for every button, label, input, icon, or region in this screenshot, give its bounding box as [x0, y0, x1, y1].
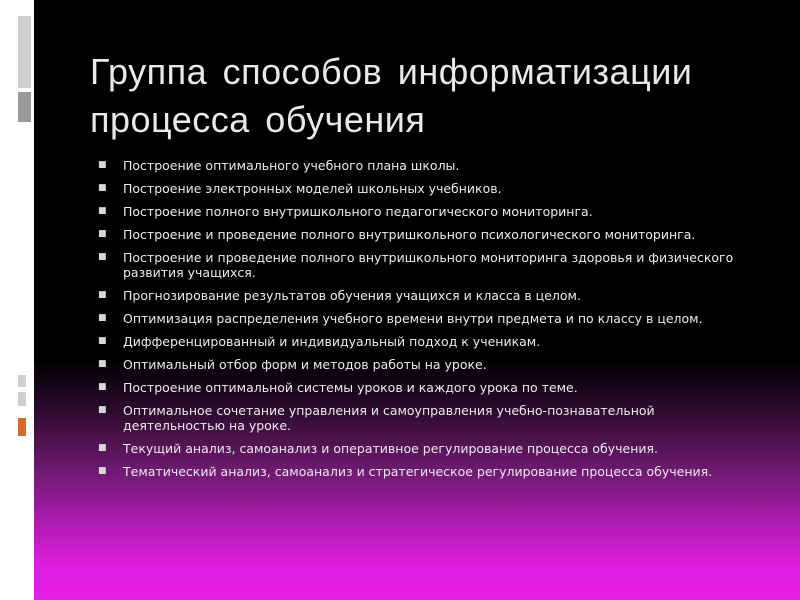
- bullet-item: [96, 204, 746, 219]
- bullet-text: Построение электронных моделей школьных учебников.: [123, 181, 502, 196]
- decor-bar: [18, 16, 31, 88]
- bullet-text: Дифференцированный и индивидуальный подход к ученикам.: [123, 334, 541, 349]
- bullet-item: [96, 334, 746, 349]
- bullet-item: [96, 250, 746, 280]
- bullet-item: [96, 464, 746, 479]
- bullet-square-icon: ■: [98, 405, 107, 415]
- bullet-item: [96, 227, 746, 242]
- bullet-square-icon: ■: [98, 336, 107, 346]
- bullet-text: Тематический анализ, самоанализ и стратегическое регулирование процесса обучения.: [123, 464, 713, 479]
- bullet-text: Прогнозирование результатов обучения учащихся и класса в целом.: [123, 288, 581, 303]
- bullet-square-icon: ■: [98, 359, 107, 369]
- decor-bar-accent: [18, 418, 26, 436]
- left-margin: [0, 0, 34, 600]
- bullet-square-icon: ■: [98, 206, 107, 216]
- bullet-text: Текущий анализ, самоанализ и оперативное регулирование процесса обучения.: [123, 441, 658, 456]
- bullet-square-icon: ■: [98, 290, 107, 300]
- bullet-item: [96, 441, 746, 456]
- bullet-item: [96, 311, 746, 326]
- bullet-text: Оптимизация распределения учебного времени внутри предмета и по классу в целом.: [123, 311, 703, 326]
- slide-title: Группа способов информатизации процесса обучения: [90, 51, 693, 140]
- bullet-item: [96, 181, 746, 196]
- bullet-item: [96, 158, 746, 173]
- bullet-square-icon: ■: [98, 229, 107, 239]
- bullet-item: [96, 403, 746, 433]
- bullet-square-icon: ■: [98, 382, 107, 392]
- bullet-text: Построение оптимальной системы уроков и каждого урока по теме.: [123, 380, 578, 395]
- bullet-text: Построение полного внутришкольного педагогического мониторинга.: [123, 204, 593, 219]
- bullet-item: [96, 288, 746, 303]
- decor-bar: [18, 92, 31, 122]
- bullet-square-icon: ■: [98, 466, 107, 476]
- bullet-item: [96, 380, 746, 395]
- bullet-text: Построение и проведение полного внутришкольного психологического мониторинга.: [123, 227, 696, 242]
- bullet-square-icon: ■: [98, 313, 107, 323]
- bullet-square-icon: ■: [98, 183, 107, 193]
- bullet-text: Построение и проведение полного внутришкольного мониторинга здоровья и физического развития учащихся.: [123, 250, 734, 280]
- bullet-square-icon: ■: [98, 443, 107, 453]
- bullet-square-icon: ■: [98, 160, 107, 170]
- bullet-text: Оптимальный отбор форм и методов работы на уроке.: [123, 357, 487, 372]
- decor-bar: [18, 375, 26, 387]
- bullet-item: [96, 357, 746, 372]
- bullet-text: Построение оптимального учебного плана школы.: [123, 158, 460, 173]
- bullet-text: Оптимальное сочетание управления и самоуправления учебно-познавательной деятельностью на уроке.: [123, 403, 655, 433]
- bullet-square-icon: ■: [98, 252, 107, 262]
- bullet-list: [96, 158, 746, 487]
- decor-bar: [18, 392, 26, 406]
